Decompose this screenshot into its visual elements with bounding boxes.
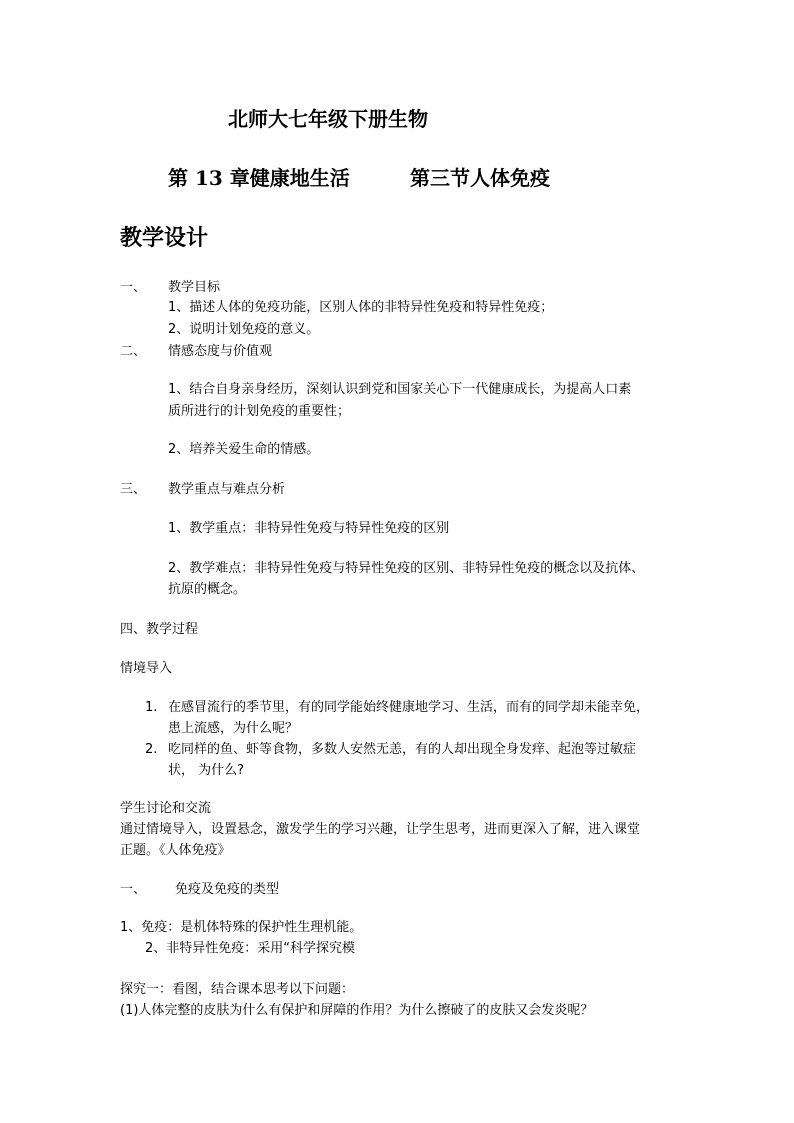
discussion-heading: 学生讨论和交流 <box>120 801 212 816</box>
question2-line1: 吃同样的鱼、虾等食物，多数人安然无恙，有的人却出现全身发痒、起泡等过敏症 <box>168 742 637 757</box>
section1-number: 一、 <box>120 280 147 295</box>
question2-line2: 状， 为什么? <box>168 763 245 778</box>
question1-number: 1. <box>145 700 158 715</box>
intro-heading: 情境导入 <box>120 661 173 676</box>
section3-number: 三、 <box>120 482 147 497</box>
section3-item1: 1、教学重点：非特异性免疫与特异性免疫的区别 <box>168 521 450 536</box>
intro-paragraph-line1: 通过情境导入，设置悬念，激发学生的学习兴趣，让学生思考，进而更深入了解，进入课堂 <box>120 822 641 837</box>
section2-title: 情感态度与价值观 <box>168 344 273 359</box>
section4-title: 四、教学过程 <box>120 622 199 637</box>
question1-line1: 在感冒流行的季节里，有的同学能始终健康地学习、生活，而有的同学却未能幸免， <box>168 700 650 715</box>
intro-paragraph-line2: 正题。《人体免疫》 <box>120 843 231 858</box>
document-title: 北师大七年级下册生物 <box>228 107 428 131</box>
explore-heading: 探究一：看图，结合课本思考以下问题： <box>120 982 355 997</box>
chapter-title: 第 13 章健康地生活 <box>168 166 350 190</box>
section-title: 第三节人体免疫 <box>410 166 550 190</box>
section1-item: 2、说明计划免疫的意义。 <box>168 322 320 337</box>
section1-title: 教学目标 <box>168 280 221 295</box>
question2-number: 2. <box>145 742 158 757</box>
definition-immunity: 1、免疫：是机体特殊的保护性生理机能。 <box>120 920 363 935</box>
definition-nonspecific: 2、非特异性免疫：采用“科学探究模 <box>145 941 356 956</box>
teaching-design-heading: 教学设计 <box>120 225 209 251</box>
part1-number: 一、 <box>120 882 147 897</box>
section3-title: 教学重点与难点分析 <box>168 482 286 497</box>
section2-number: 二、 <box>120 344 147 359</box>
section1-item: 1、描述人体的免疫功能，区别人体的非特异性免疫和特异性免疫； <box>168 300 554 315</box>
question1-line2: 患上流感，为什么呢？ <box>168 721 299 736</box>
part1-title: 免疫及免疫的类型 <box>175 882 280 897</box>
section3-item2-line1: 2、教学难点：非特异性免疫与特异性免疫的区别、非特异性免疫的概念以及抗体、 <box>168 561 645 576</box>
explore-question1: (1)人体完整的皮肤为什么有保护和屏障的作用？为什么擦破了的皮肤又会发炎呢？ <box>120 1003 594 1018</box>
section2-item1-line2: 质所进行的计划免疫的重要性； <box>168 404 351 419</box>
section2-item2: 2、培养关爱生命的情感。 <box>168 442 320 457</box>
section2-item1-line1: 1、结合自身亲身经历，深刻认识到党和国家关心下一代健康成长，为提高人口素 <box>168 382 632 397</box>
section3-item2-line2: 抗原的概念。 <box>168 582 247 597</box>
